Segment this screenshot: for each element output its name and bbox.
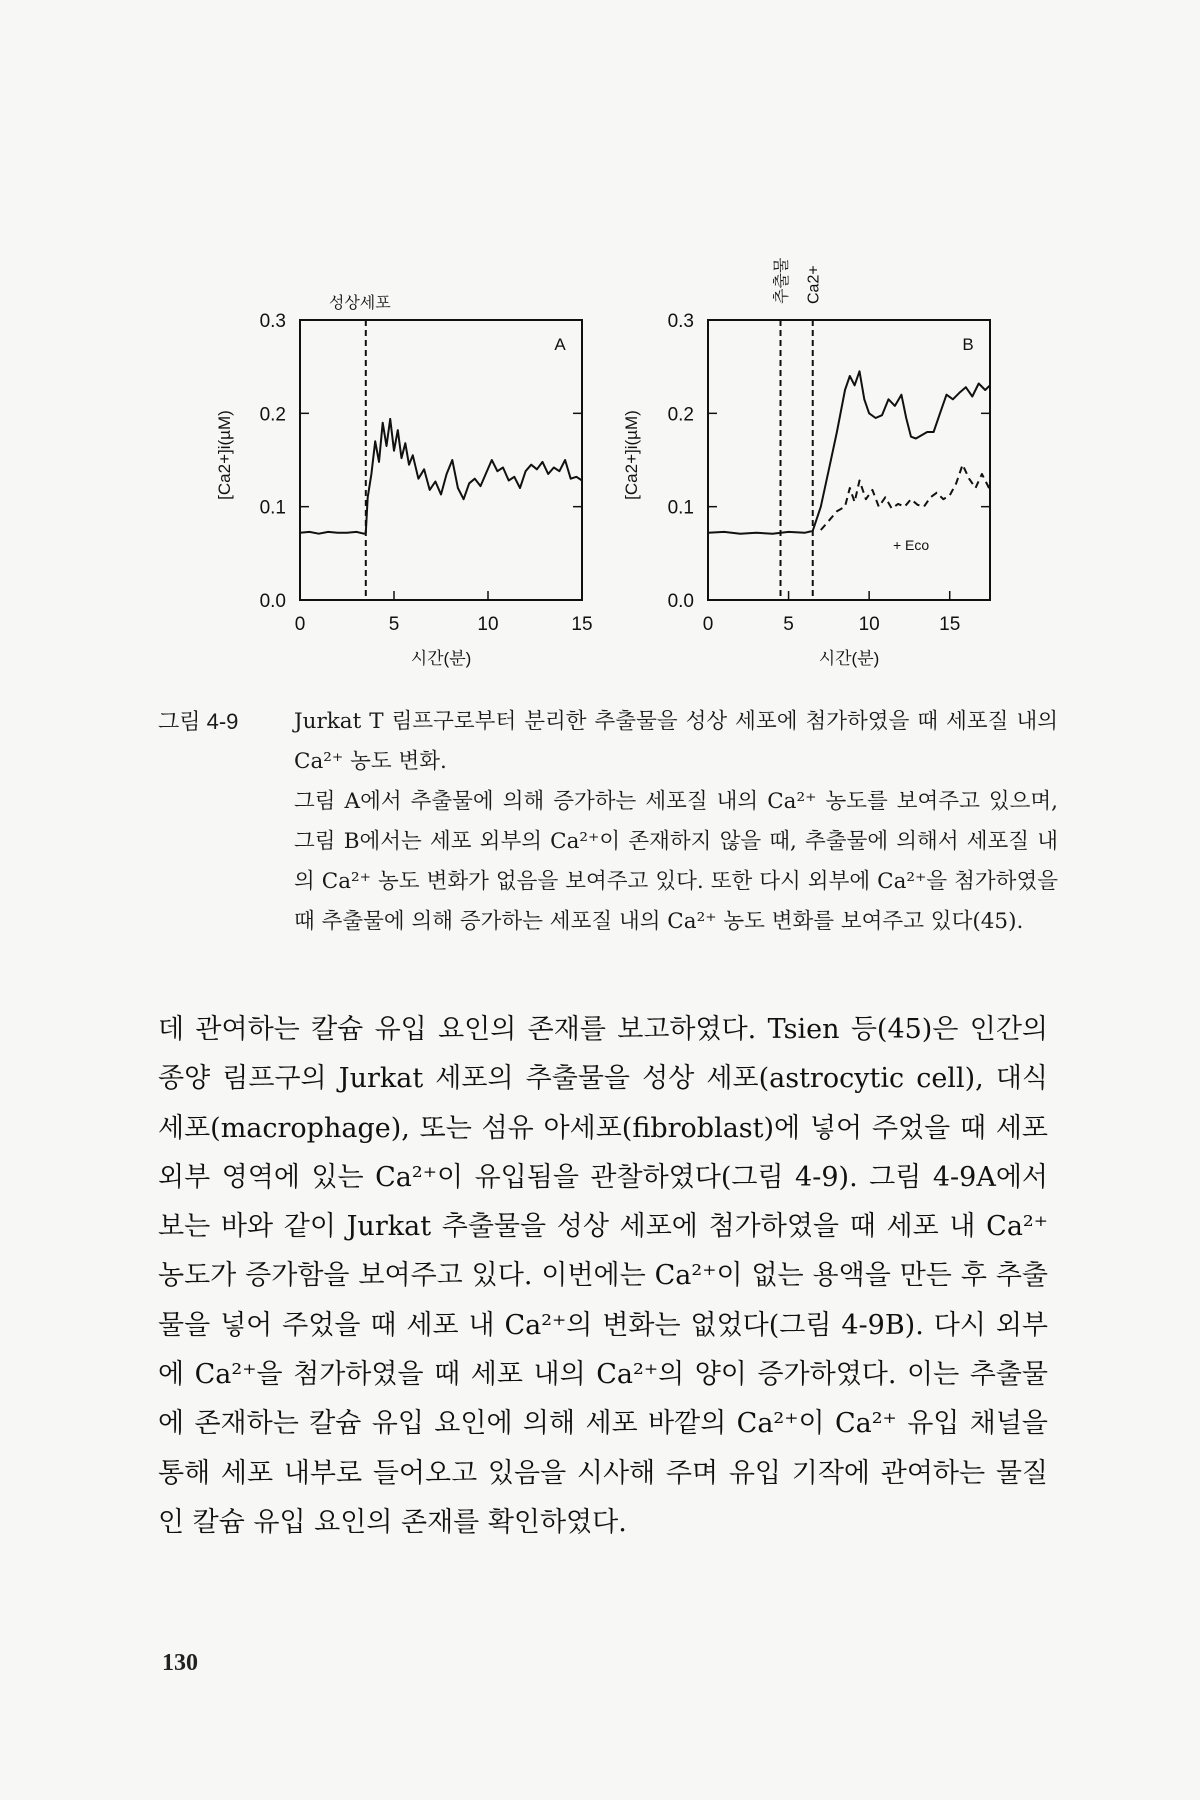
caption-line-2: 그림 A에서 추출물에 의해 증가하는 세포질 내의 Ca²⁺ 농도를 보여주고 있으며, 그림 B에서는 세포 외부의 Ca²⁺이 존재하지 않을 때, 추출물에 의해서 세포질 내의 Ca²⁺ 농도 변화가 없음을 보여주고 있다. 또한 다시 외부에 Ca²⁺을 첨가하였을 때 추출물에 의해 증가하는 세포질 내의 Ca²⁺ 농도 변화를 보여주고 있다(45). [294, 789, 1058, 934]
y-tick-label: 0.3 [259, 311, 286, 332]
y-tick-label: 0.3 [667, 311, 694, 332]
x-tick-label: 15 [571, 614, 593, 635]
caption-body [294, 702, 1058, 942]
panel-b [622, 257, 990, 668]
x-tick-label: 0 [702, 614, 714, 635]
event-marker-label: 성상세포 [328, 295, 391, 312]
x-tick-label: 5 [388, 614, 400, 635]
y-tick-label: 0.2 [667, 404, 694, 426]
y-axis-label: [Ca2+]i(µM) [622, 410, 641, 500]
caption-label: 그림 4-9 [158, 709, 239, 734]
body-paragraph: 데 관여하는 칼슘 유입 요인의 존재를 보고하였다. Tsien 등(45)은 인간의 종양 림프구의 Jurkat 세포의 추출물을 성상 세포(astrocytic cell), 대식 세포(macrophage), 또는 섬유 아세포(fibroblast)에 넣어 주었을 때 세포 외부 영역에 있는 Ca²⁺이 유입됨을 관찰하였다(그림 4-9). 그림 4-9A에서 보는 바와 같이 Jurkat 추출물을 성상 세포에 첨가하였을 때 세포 내 Ca²⁺ 농도가 증가함을 보여주고 있다. 이번에는 Ca²⁺이 없는 용액을 만든 후 추출물을 넣어 주었을 때 세포 내 Ca²⁺의 변화는 없었다(그림 4-9B). 다시 외부에 Ca²⁺을 첨가하였을 때 세포 내의 Ca²⁺의 양이 증가하였다. 이는 추출물에 존재하는 칼슘 유입 요인에 의해 세포 바깥의 Ca²⁺이 Ca²⁺ 유입 채널을 통해 세포 내부로 들어오고 있음을 시사해 주며 유입 기작에 관여하는 물질인 칼슘 유입 요인의 존재를 확인하였다. [158, 1014, 1048, 1538]
y-tick-label: 0.0 [667, 591, 694, 612]
y-tick-label: 0.0 [259, 591, 286, 612]
series-annotation: + Eco [892, 537, 930, 553]
panel-label: B [962, 335, 974, 354]
event-marker-label: Ca2+ [805, 265, 823, 304]
page-number: 130 [162, 1650, 198, 1676]
event-marker-label: 추출물 [773, 257, 791, 304]
x-tick-label: 10 [858, 614, 880, 635]
x-tick-label: 10 [477, 614, 499, 635]
figure-4-9 [0, 0, 1200, 690]
y-axis-label: [Ca2+]i(µM) [215, 410, 234, 500]
plot-frame [708, 320, 990, 600]
x-tick-label: 15 [939, 614, 961, 635]
series-line-ca [708, 371, 990, 533]
y-tick-label: 0.1 [259, 497, 286, 519]
x-tick-label: 5 [783, 614, 794, 635]
x-axis-label: 시간(분) [818, 649, 880, 668]
y-tick-label: 0.1 [667, 497, 694, 519]
panel-a [215, 293, 593, 668]
y-tick-label: 0.2 [259, 404, 286, 426]
caption-line-1: Jurkat T 림프구로부터 분리한 추출물을 성상 세포에 첨가하였을 때 세포질 내의 Ca²⁺ 농도 변화. [294, 709, 1058, 774]
x-tick-label: 0 [294, 614, 306, 635]
plot-frame [300, 320, 582, 600]
x-axis-label: 시간(분) [410, 649, 472, 668]
series-line-ca [300, 419, 582, 534]
panel-label: A [554, 335, 566, 354]
figure-caption [158, 702, 1058, 942]
series-line-eco [821, 465, 990, 530]
